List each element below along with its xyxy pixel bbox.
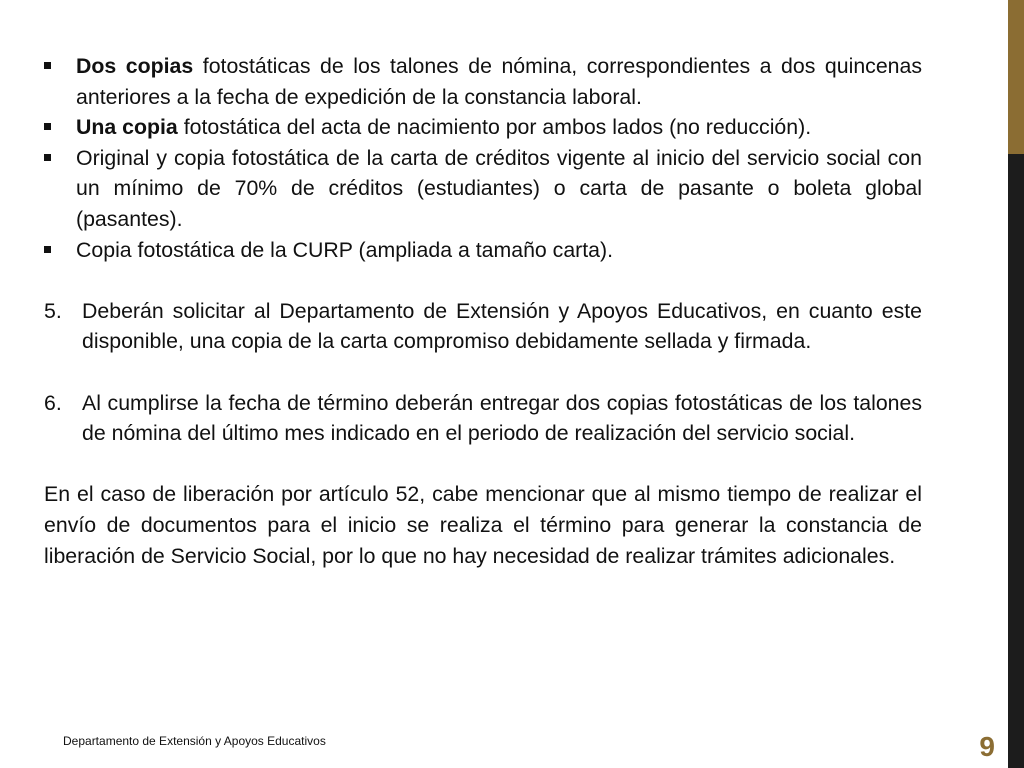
- item-number: 6.: [44, 390, 62, 415]
- bullet-text: Original y copia fotostática de la carta de créditos vigente al inicio del servicio social con un mínimo de 70% de créditos (estudiantes) o carta de pasante o boleta global (pasantes).: [76, 145, 922, 231]
- square-bullet-icon: [44, 62, 51, 69]
- page-number: 9: [979, 731, 995, 762]
- slide-content: [44, 51, 922, 571]
- closing-paragraph: En el caso de liberación por artículo 52, cabe mencionar que al mismo tiempo de realizar el envío de documentos para el inicio se realiza el término para generar la constancia de liberación de Servicio Social, por lo que no hay necesidad de realizar trámites adicionales.: [44, 482, 922, 568]
- bullet-item: [44, 51, 922, 112]
- bullet-bold-text: Dos copias: [76, 54, 194, 78]
- bullet-text: fotostáticas de los talones de nómina, correspondientes a dos quincenas anteriores a la fecha de expedición de la constancia laboral.: [76, 54, 923, 109]
- item-number: 5.: [44, 298, 62, 323]
- bullet-item: [44, 143, 922, 235]
- bullet-item: [44, 235, 922, 266]
- bullet-text: fotostática del acta de nacimiento por ambos lados (no reducción).: [177, 115, 812, 140]
- accent-bar-dark: [1008, 154, 1024, 768]
- item-text: Deberán solicitar al Departamento de Extensión y Apoyos Educativos, en cuanto este disponible, una copia de la carta compromiso debidamente sellada y firmada.: [82, 298, 922, 354]
- bullet-item: [44, 112, 922, 143]
- square-bullet-icon: [44, 123, 51, 130]
- square-bullet-icon: [44, 246, 51, 253]
- square-bullet-icon: [44, 154, 51, 161]
- bullet-bold-text: Una copia: [76, 115, 178, 140]
- accent-bar-gold: [1008, 0, 1024, 154]
- footer-department: Departamento de Extensión y Apoyos Educativos: [63, 734, 326, 748]
- numbered-item-5: [44, 296, 922, 357]
- item-text: Al cumplirse la fecha de término deberán entregar dos copias fotostáticas de los talones de nómina del último mes indicado en el periodo de realización del servicio social.: [82, 390, 922, 446]
- numbered-item-6: [44, 388, 922, 449]
- bullet-text: Copia fotostática de la CURP (ampliada a tamaño carta).: [76, 237, 614, 262]
